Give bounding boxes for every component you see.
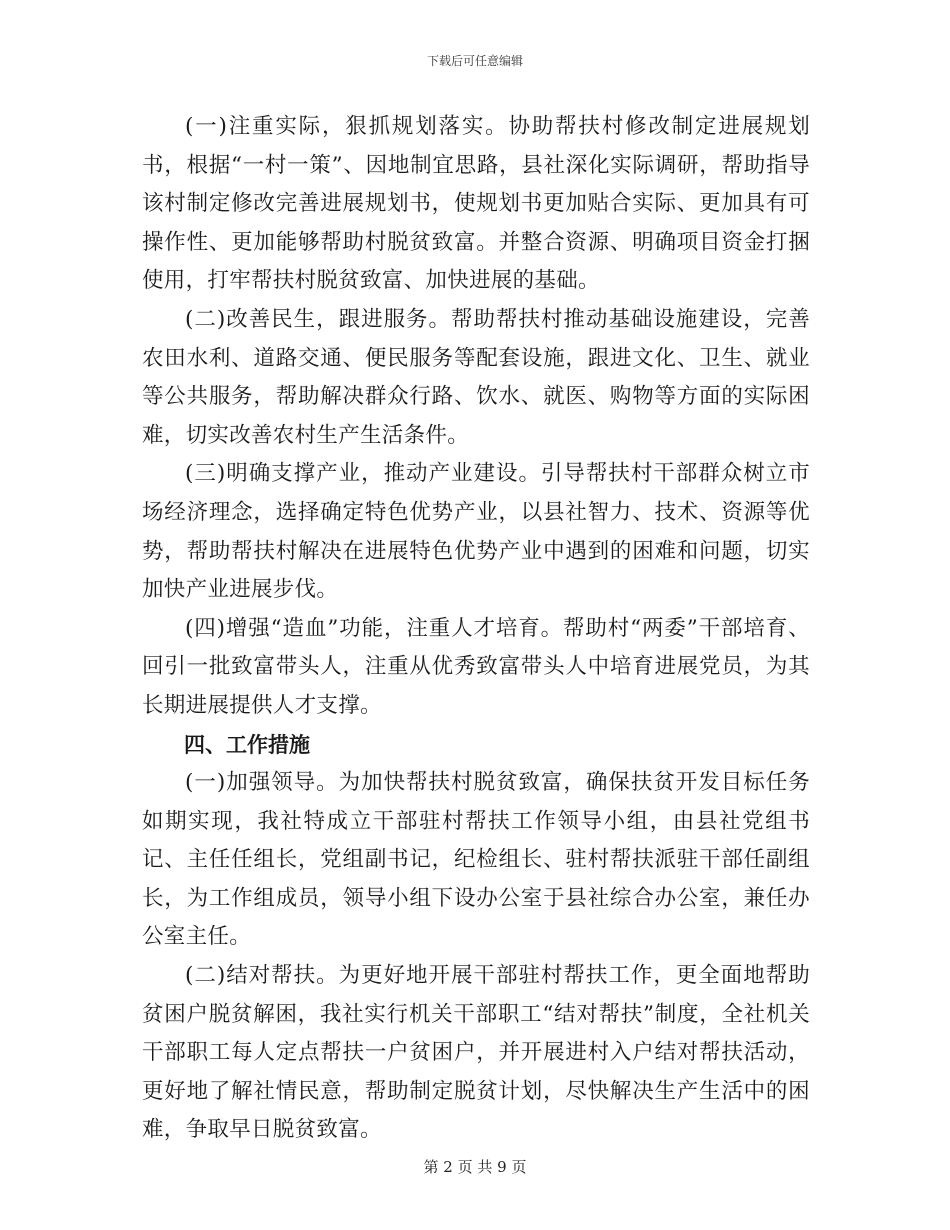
- page-footer: 第 2 页 共 9 页: [423, 1158, 527, 1176]
- paragraph-2: (二)改善民生，跟进服务。帮助帮扶村推动基础设施建设，完善农田水利、道路交通、便民服务等配套设施，跟进文化、卫生、就业等公共服务，帮助解决群众行路、饮水、就医、购物等方面的实际困难，切实改善农村生产生活条件。: [142, 306, 810, 448]
- paragraph-3: (三)明确支撑产业，推动产业建设。引导帮扶村干部群众树立市场经济理念，选择确定特色优势产业，以县社智力、技术、资源等优势，帮助帮扶村解决在进展特色优势产业中遇到的困难和问题，切实加快产业进展步伐。: [142, 461, 810, 603]
- document-body: [142, 108, 810, 1150]
- measure-paragraph-1: (一)加强领导。为加快帮扶村脱贫致富，确保扶贫开发目标任务如期实现，我社特成立干部驻村帮扶工作领导小组，由县社党组书记、主任任组长，党组副书记，纪检组长、驻村帮扶派驻干部任副组长，为工作组成员，领导小组下设办公室于县社综合办公室，兼任办公室主任。: [142, 770, 810, 950]
- paragraph-4: (四)增强“造血”功能，注重人才培育。帮助村“两委”干部培育、回引一批致富带头人，注重从优秀致富带头人中培育进展党员，为其长期进展提供人才支撑。: [142, 615, 810, 718]
- section-heading: 四、工作措施: [184, 732, 310, 757]
- measure-paragraph-2: (二)结对帮扶。为更好地开展干部驻村帮扶工作，更全面地帮助贫困户脱贫解困，我社实行机关干部职工“结对帮扶”制度，全社机关干部职工每人定点帮扶一户贫困户，并开展进村入户结对帮扶活动，更好地了解社情民意，帮助制定脱贫计划，尽快解决生产生活中的困难，争取早日脱贫致富。: [142, 963, 810, 1143]
- page-header: 下载后可任意编辑: [426, 54, 523, 68]
- paragraph-1: (一)注重实际，狠抓规划落实。协助帮扶村修改制定进展规划书，根据“一村一策”、因地制宜思路，县社深化实际调研，帮助指导该村制定修改完善进展规划书，使规划书更加贴合实际、更加具有可操作性、更加能够帮助村脱贫致富。并整合资源、明确项目资金打捆使用，打牢帮扶村脱贫致富、加快进展的基础。: [142, 114, 810, 294]
